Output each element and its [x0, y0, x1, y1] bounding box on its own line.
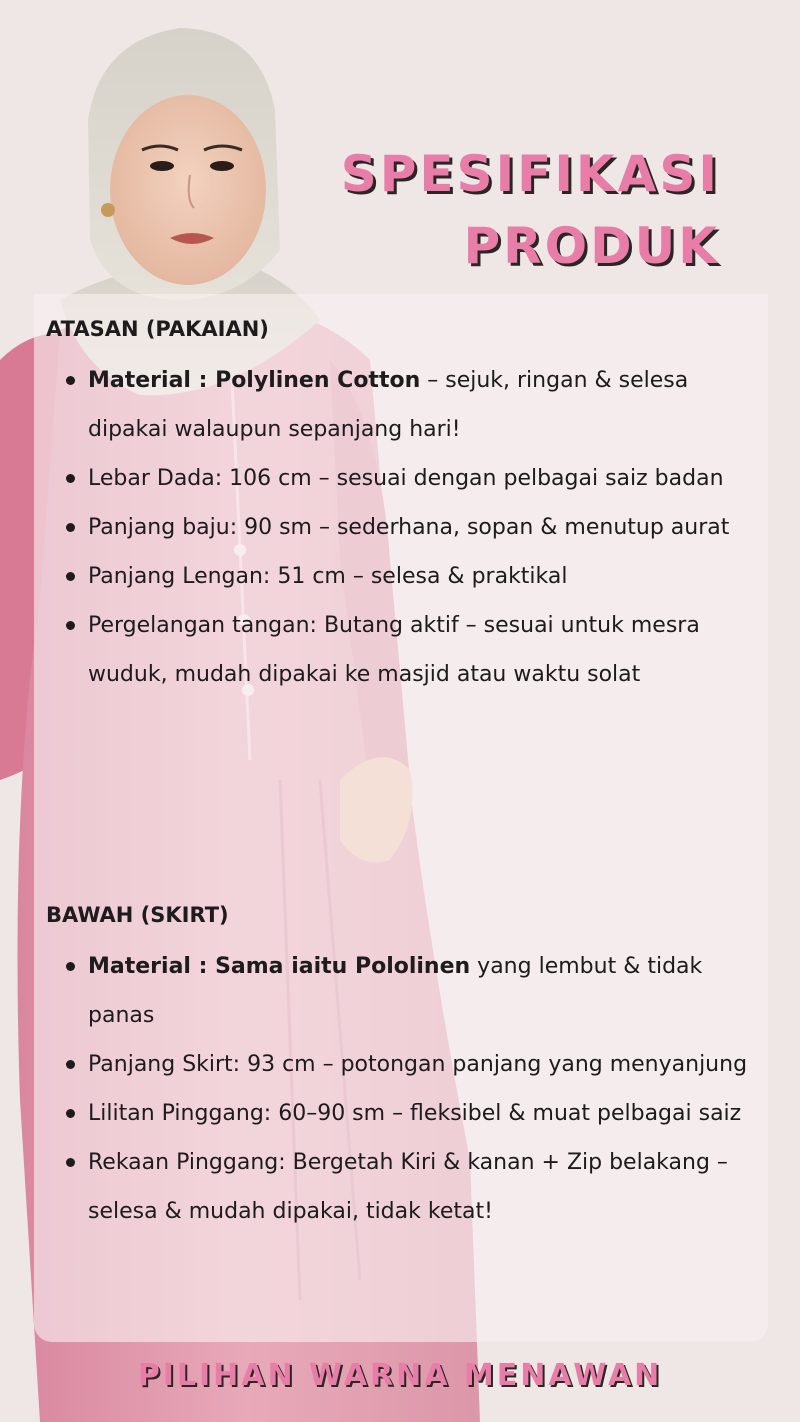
top-section-heading: ATASAN (PAKAIAN) — [46, 317, 269, 341]
spec-text: Pergelangan tangan: Butang aktif – sesuai untuk mesra wuduk, mudah dipakai ke masjid atau waktu solat — [88, 613, 700, 687]
list-item — [60, 601, 760, 699]
spec-text: Lilitan Pinggang: 60–90 sm – fleksibel & muat pelbagai saiz — [88, 1101, 742, 1126]
footer-tagline: PILIHAN WARNA MENAWAN — [137, 1358, 663, 1393]
title-line-1: SPESIFIKASI — [340, 145, 720, 203]
list-item — [60, 503, 760, 552]
spec-text: Panjang baju: 90 sm – sederhana, sopan & menutup aurat — [88, 515, 730, 540]
spec-text: Rekaan Pinggang: Bergetah Kiri & kanan + Zip belakang – selesa & mudah dipakai, tidak ketat! — [88, 1150, 728, 1224]
spec-text: – sejuk, ringan & selesa dipakai walaupun sepanjang hari! — [88, 368, 689, 442]
list-item — [60, 552, 760, 601]
spec-bold: Material : Sama iaitu Pololinen — [88, 954, 471, 979]
spec-text: Lebar Dada: 106 cm – sesuai dengan pelbagai saiz badan — [88, 466, 724, 491]
spec-text: yang lembut & tidak panas — [88, 954, 703, 1028]
bottom-spec-list — [60, 942, 760, 1236]
bottom-section-heading: BAWAH (SKIRT) — [46, 903, 229, 927]
title-line-2: PRODUK — [463, 217, 720, 275]
list-item — [60, 454, 760, 503]
list-item — [60, 1040, 760, 1089]
list-item — [60, 1089, 760, 1138]
page-title — [341, 138, 720, 282]
spec-text: Panjang Lengan: 51 cm – selesa & praktikal — [88, 564, 568, 589]
list-item — [60, 942, 760, 1040]
list-item — [60, 1138, 760, 1236]
spec-bold: Material : Polylinen Cotton — [88, 368, 421, 393]
top-spec-list — [60, 356, 760, 699]
spec-text: Panjang Skirt: 93 cm – potongan panjang yang menyanjung — [88, 1052, 748, 1077]
list-item — [60, 356, 760, 454]
